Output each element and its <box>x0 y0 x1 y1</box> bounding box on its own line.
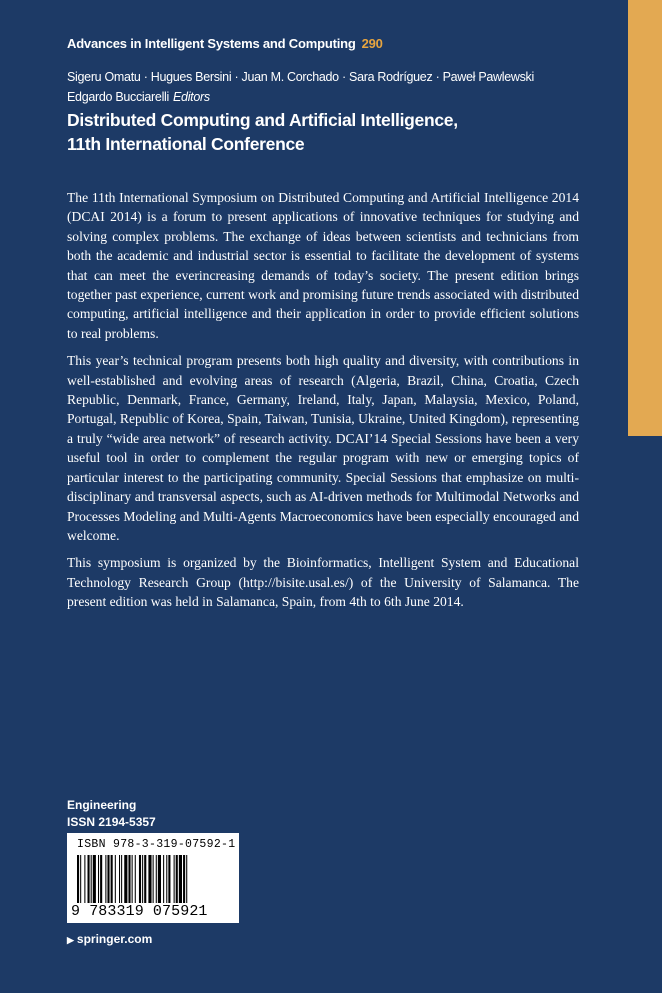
title-line-1: Distributed Computing and Artificial Intelligence, <box>67 110 458 130</box>
barcode-bar <box>183 855 185 903</box>
barcode-bar <box>107 855 109 903</box>
barcode-bar <box>98 855 99 903</box>
barcode-bar <box>105 855 106 903</box>
barcode-bar <box>153 855 154 903</box>
barcode-bar <box>156 855 157 903</box>
isbn-barcode <box>67 833 239 923</box>
barcode-bar <box>148 855 151 903</box>
barcode-bar <box>91 855 92 903</box>
barcode-bar <box>77 855 79 903</box>
barcode-bar <box>158 855 161 903</box>
isbn-text: ISBN 978-3-319-07592-1 <box>77 838 236 851</box>
barcode-bar <box>139 855 141 903</box>
editors-role: Editors <box>173 90 210 104</box>
barcode-bar <box>163 855 164 903</box>
subject-label: Engineering <box>67 798 137 812</box>
barcode-bar <box>142 855 143 903</box>
series-heading <box>67 36 383 51</box>
back-cover-blurb <box>67 188 579 620</box>
barcode-bar <box>179 855 182 903</box>
series-name: Advances in Intelligent Systems and Computing <box>67 36 356 51</box>
editors-block <box>67 67 537 107</box>
issn-label: ISSN 2194-5357 <box>67 815 156 829</box>
editors-line-2 <box>67 87 537 107</box>
ean-digits: 9 783319 075921 <box>71 903 208 920</box>
barcode-bar <box>135 855 136 903</box>
barcode-bar <box>186 855 187 903</box>
barcode-bar <box>168 855 170 903</box>
editor-name: Edgardo Bucciarelli <box>67 90 169 104</box>
book-title <box>67 108 507 156</box>
subject-issn-block <box>67 797 156 831</box>
website-label: springer.com <box>76 932 153 946</box>
barcode-bar <box>176 855 178 903</box>
arrow-right-icon: ▶ <box>67 935 74 945</box>
editors-line-1: Sigeru Omatu · Hugues Bersini · Juan M. Corchado · Sara Rodríguez · Paweł Pawlewski <box>67 70 534 84</box>
blurb-paragraph-1: The 11th International Symposium on Distributed Computing and Artificial Intelligence 2014 (DCAI 2014) is a forum to present applications of innovative techniques for studying and solving complex problems. The exchange of ideas between scientists and technicians from both the academic and industrial sector is essential to facilitate the development of systems that can meet the everincreasing demands of today’s society. The present edition brings together past experience, current work and promising future trends associated with distributed computing, artificial intelligence and their application in order to provide efficient solutions to real problems. <box>67 190 579 341</box>
barcode-bar <box>119 855 120 903</box>
barcode-bar <box>128 855 130 903</box>
barcode-bar <box>132 855 133 903</box>
barcode-bar <box>80 855 81 903</box>
publisher-website[interactable] <box>67 932 152 946</box>
barcode-bar <box>166 855 167 903</box>
barcode-bar <box>174 855 175 903</box>
barcode-bar <box>111 855 113 903</box>
barcode-bar <box>100 855 102 903</box>
blurb-paragraph-2: This year’s technical program presents both high quality and diversity, with contributions in well-established and evolving areas of research (Algeria, Brazil, China, Croatia, Czech Republic, Denmark, France, Germany, Ireland, Italy, Japan, Malaysia, Mexico, Poland, Portugal, Republic of Korea, Spain, Taiwan, Tunisia, Ukraine, United Kingdom), representing a truly “wide area network” of research activity. DCAI’14 Special Sessions have been a very useful tool in order to complement the regular program with new or emerging topics of particular interest to the participating community. Special Sessions that emphasize on multi-disciplinary and transversal aspects, such as AI-driven methods for Multimodal Networks and Processes Modeling and Multi-Agents Macroeconomics have been especially encouraged and welcome. <box>67 353 579 543</box>
barcode-bar <box>144 855 146 903</box>
barcode-bar <box>124 855 127 903</box>
barcode-bar <box>88 855 90 903</box>
series-number: 290 <box>361 36 383 51</box>
orange-spine-tab <box>628 0 662 436</box>
title-line-2: 11th International Conference <box>67 134 305 154</box>
blurb-paragraph-3: This symposium is organized by the Bioinformatics, Intelligent System and Educational Technology Research Group (http://bisite.usal.es/) of the University of Salamanca. The present edition was held in Salamanca, Spain, from 4th to 6th June 2014. <box>67 555 579 610</box>
barcode-bar <box>84 855 85 903</box>
barcode-bar <box>121 855 122 903</box>
barcode-bar <box>93 855 96 903</box>
barcode-bar <box>115 855 116 903</box>
barcode-bars <box>77 855 229 905</box>
